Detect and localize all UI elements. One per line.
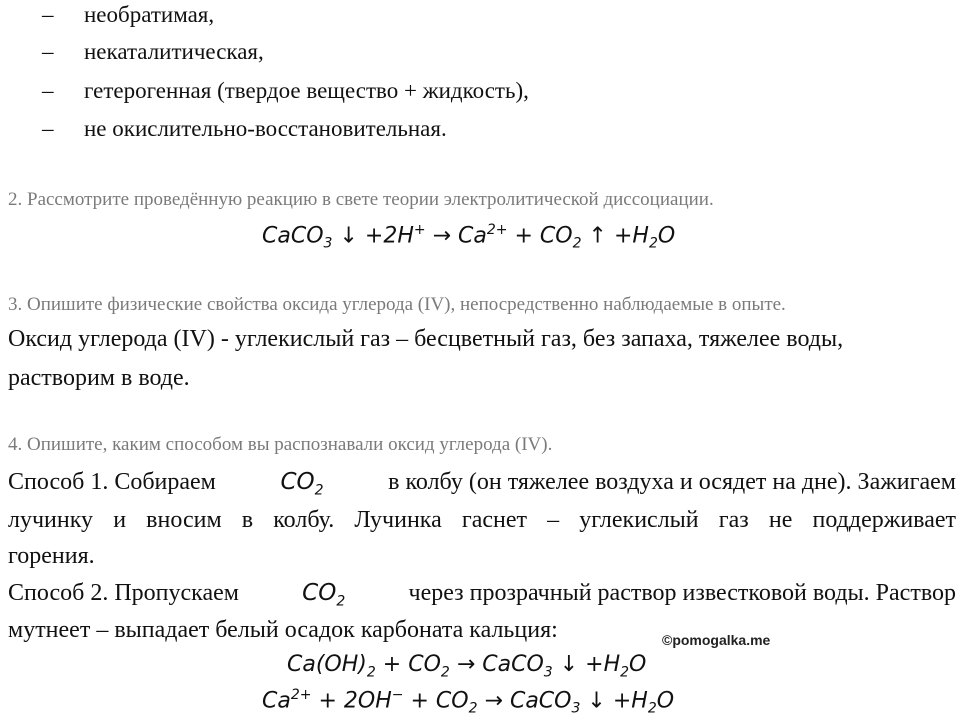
question-3: 3. Опишите физические свойства оксида углерода (IV), непосредственно наблюдаемые в опыте. <box>8 294 786 315</box>
method-2-line2: мутнеет – выпадает белый осадок карбоната кальция: <box>8 617 558 643</box>
method-1-line1 <box>8 465 956 508</box>
equation-1: $Ca(OH)_2 + CO_2$ → CaCO$_3$ ↓ $+H_2O$ <box>287 652 647 681</box>
bullet-marker: – <box>42 78 54 103</box>
bullet-item <box>42 114 742 144</box>
method-1-post: в колбу (он тяжелее воздуха и осядет на дне). Зажигаем <box>388 469 956 495</box>
method-2-pre: Способ 2. Пропускаем <box>8 580 239 606</box>
question-4: 4. Опишите, каким способом вы распознавали оксид углерода (IV). <box>8 434 553 455</box>
method-1-pre: Способ 1. Собираем <box>8 469 216 495</box>
answer-3-line2: растворим в воде. <box>8 365 190 391</box>
bullet-marker: – <box>42 2 54 27</box>
equation-ionic: CaCO$_3$ ↓ $+2H^+ \to Ca^{2+} + CO_2$ ↑ $+H_2O$ <box>262 222 676 252</box>
equation-2: $Ca^{2+} + 2OH^- + CO_2$ → CaCO$_3$ ↓ $+H_2O$ <box>262 687 675 717</box>
bullet-marker: – <box>42 116 54 141</box>
bullet-item <box>42 0 642 30</box>
bullet-item <box>42 76 742 106</box>
method-1-line3: горения. <box>8 543 95 569</box>
bullet-text: гетерогенная (твердое вещество + жидкость), <box>84 78 529 103</box>
bullet-marker: – <box>42 39 54 64</box>
bullet-item <box>42 37 642 67</box>
answer-3-line1: Оксид углерода (IV) - углекислый газ – бесцветный газ, без запаха, тяжелее воды, <box>8 326 844 352</box>
method-1-line2: лучинку и вносим в колбу. Лучинка гаснет – углекислый газ не поддерживает <box>8 507 956 533</box>
watermark: ©pomogalka.me <box>662 632 771 648</box>
method-2-post: через прозрачный раствор известковой воды. Раствор <box>408 580 956 606</box>
bullet-text: необратимая, <box>84 2 215 27</box>
bullet-text: некаталитическая, <box>84 39 264 64</box>
question-2: 2. Рассмотрите проведённую реакцию в свете теории электролитической диссоциации. <box>8 189 714 210</box>
bullet-text: не окислительно-восстановительная. <box>84 116 447 141</box>
co2-formula: $CO_2$ <box>302 580 346 610</box>
co2-formula: $CO_2$ <box>280 469 324 499</box>
